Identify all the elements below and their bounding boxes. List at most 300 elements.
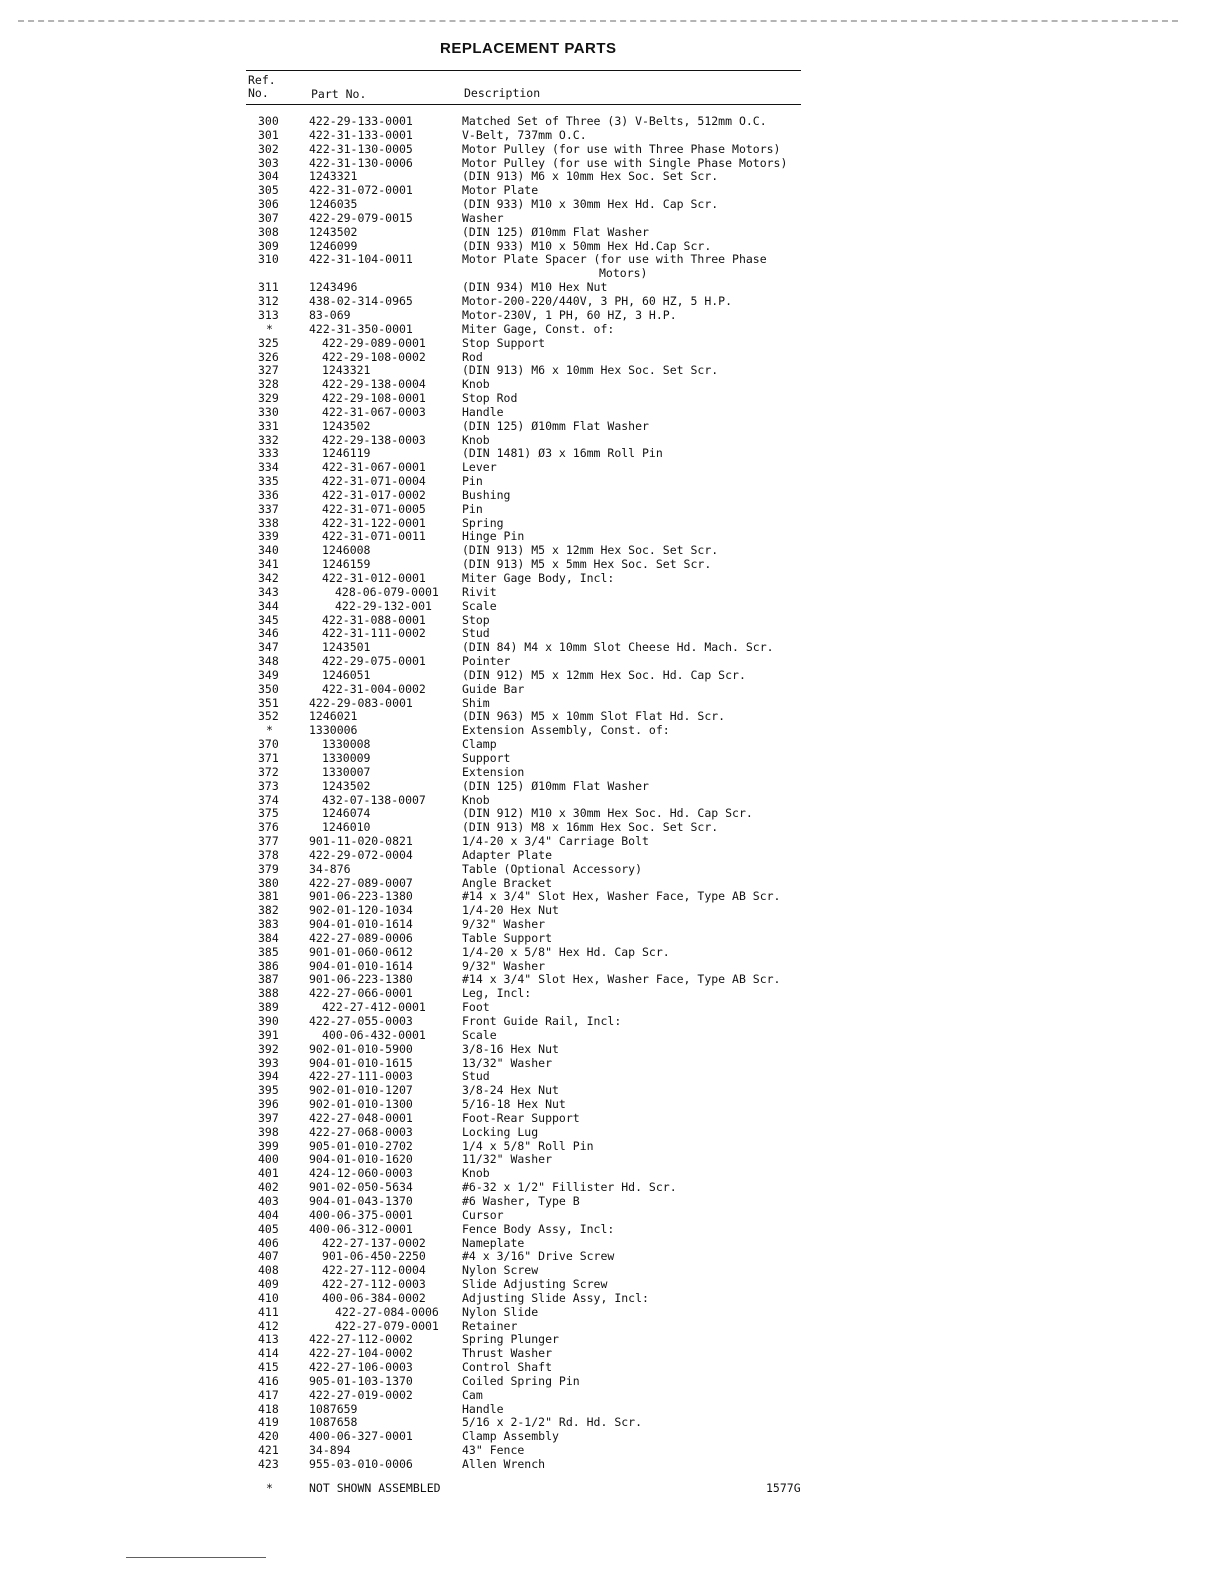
ref-number: 417	[258, 1387, 279, 1402]
parts-row	[0, 821, 1224, 835]
parts-row	[0, 337, 1224, 351]
ref-number: 415	[258, 1360, 279, 1375]
ref-number: 412	[258, 1318, 279, 1333]
parts-row	[0, 766, 1224, 780]
part-description: Adjusting Slide Assy, Incl:	[462, 1290, 649, 1305]
ref-number: 310	[258, 252, 279, 267]
part-description: Motor-200-220/440V, 3 PH, 60 HZ, 5 H.P.	[462, 294, 733, 309]
part-description: Nylon Slide	[462, 1304, 539, 1319]
part-number: 83-069	[309, 307, 351, 322]
ref-number: 386	[258, 958, 279, 973]
ref-number: 383	[258, 917, 279, 932]
parts-row	[0, 1320, 1224, 1334]
ref-number: 351	[258, 695, 279, 710]
parts-row	[0, 434, 1224, 448]
part-number: 422-27-112-0004	[322, 1263, 426, 1278]
ref-number: 399	[258, 1138, 279, 1153]
part-number: 1243321	[322, 363, 371, 378]
part-number: 1330008	[322, 737, 371, 752]
parts-row	[0, 544, 1224, 558]
part-number: 422-31-130-0006	[309, 155, 413, 170]
part-number: 422-27-106-0003	[309, 1360, 413, 1375]
part-description: Cam	[462, 1387, 483, 1402]
parts-row	[0, 1306, 1224, 1320]
part-number: 422-31-004-0002	[322, 681, 426, 696]
parts-row	[0, 392, 1224, 406]
parts-row	[0, 1167, 1224, 1181]
parts-row	[0, 323, 1224, 337]
parts-row	[0, 904, 1224, 918]
part-description: #14 x 3/4" Slot Hex, Washer Face, Type AB Scr.	[462, 972, 781, 987]
ref-number: 406	[258, 1235, 279, 1250]
parts-row	[0, 1098, 1224, 1112]
part-number: 400-06-375-0001	[309, 1207, 413, 1222]
part-description: (DIN 933) M10 x 30mm Hex Hd. Cap Scr.	[462, 197, 719, 212]
ref-number: 377	[258, 834, 279, 849]
parts-row	[0, 697, 1224, 711]
part-description: #6 Washer, Type B	[462, 1193, 580, 1208]
column-header-description: Description	[464, 86, 541, 100]
parts-row	[0, 184, 1224, 198]
part-number: 422-31-012-0001	[322, 571, 426, 585]
ref-number: *	[266, 723, 273, 738]
part-number: 904-01-010-1615	[309, 1055, 413, 1070]
part-description: Leg, Incl:	[462, 986, 532, 1001]
part-number: 1087658	[309, 1415, 358, 1430]
part-number: 422-31-017-0002	[322, 487, 426, 502]
parts-row	[0, 364, 1224, 378]
ref-number: 391	[258, 1027, 279, 1042]
part-number: 422-29-108-0001	[322, 391, 426, 406]
part-description: (DIN 913) M5 x 5mm Hex Soc. Set Scr.	[462, 557, 712, 572]
part-description: Pointer	[462, 654, 511, 669]
parts-row	[0, 309, 1224, 323]
ref-number: 330	[258, 404, 279, 419]
parts-row	[0, 198, 1224, 212]
parts-row	[0, 946, 1224, 960]
ref-number: 396	[258, 1097, 279, 1112]
part-number: 901-11-020-0821	[309, 834, 413, 849]
header-rule-top	[246, 70, 801, 71]
ref-number: 387	[258, 972, 279, 987]
part-number: 901-06-223-1380	[309, 889, 413, 904]
parts-row	[0, 641, 1224, 655]
part-number: 422-27-089-0007	[309, 875, 413, 890]
part-number: 422-31-133-0001	[309, 127, 413, 142]
part-description: Spring Plunger	[462, 1332, 559, 1347]
ref-number: 398	[258, 1124, 279, 1139]
part-description: Cursor	[462, 1207, 504, 1222]
parts-row	[0, 1333, 1224, 1347]
part-number: 901-01-060-0612	[309, 944, 413, 959]
page-title: REPLACEMENT PARTS	[440, 40, 617, 57]
part-number: 904-01-010-1614	[309, 958, 413, 973]
part-description: Handle	[462, 404, 504, 419]
ref-number: 376	[258, 820, 279, 835]
parts-row	[0, 1375, 1224, 1389]
part-number: 1330006	[309, 723, 358, 738]
parts-row	[0, 1195, 1224, 1209]
part-number: 905-01-010-2702	[309, 1138, 413, 1153]
parts-row	[0, 517, 1224, 531]
parts-row	[0, 157, 1224, 171]
part-description: Table (Optional Accessory)	[462, 861, 643, 876]
part-number: 400-06-384-0002	[322, 1290, 426, 1305]
ref-number: 312	[258, 294, 279, 309]
part-number: 422-27-111-0003	[309, 1069, 413, 1084]
part-number: 422-29-083-0001	[309, 695, 413, 710]
part-number: 422-27-068-0003	[309, 1124, 413, 1139]
ref-number: 378	[258, 847, 279, 862]
part-description: Knob	[462, 1166, 490, 1181]
part-description: Washer	[462, 210, 504, 225]
part-number: 438-02-314-0965	[309, 294, 413, 309]
ref-number: 384	[258, 930, 279, 945]
part-number: 422-27-055-0003	[309, 1014, 413, 1028]
part-description: 1/4-20 x 3/4" Carriage Bolt	[462, 834, 649, 849]
parts-row	[0, 1084, 1224, 1098]
parts-row	[0, 1430, 1224, 1444]
parts-row	[0, 143, 1224, 157]
part-description: Control Shaft	[462, 1360, 553, 1375]
ref-number: 352	[258, 709, 279, 724]
part-description: 1/4-20 x 5/8" Hex Hd. Cap Scr.	[462, 944, 670, 959]
ref-number: 309	[258, 238, 279, 253]
ref-number: 395	[258, 1083, 279, 1098]
parts-row	[0, 1361, 1224, 1375]
parts-row	[0, 600, 1224, 614]
parts-row	[0, 835, 1224, 849]
ref-number: 347	[258, 640, 279, 655]
part-description: Hinge Pin	[462, 529, 525, 544]
part-description: 9/32" Washer	[462, 958, 546, 973]
parts-row	[0, 877, 1224, 891]
scan-top-edge	[18, 20, 1178, 22]
ref-number: 345	[258, 612, 279, 627]
part-number: 432-07-138-0007	[322, 792, 426, 807]
part-description: Coiled Spring Pin	[462, 1373, 580, 1388]
parts-row-continuation	[0, 267, 1224, 281]
ref-number: 329	[258, 391, 279, 406]
parts-row	[0, 1015, 1224, 1029]
part-description: Slide Adjusting Screw	[462, 1277, 608, 1292]
part-number: 422-29-075-0001	[322, 654, 426, 669]
part-description: 9/32" Washer	[462, 917, 546, 932]
part-description: Handle	[462, 1401, 504, 1416]
ref-number: 414	[258, 1346, 279, 1361]
part-number: 422-31-067-0001	[322, 460, 426, 475]
parts-row	[0, 1070, 1224, 1084]
part-description: (DIN 933) M10 x 50mm Hex Hd.Cap Scr.	[462, 238, 712, 253]
part-number: 1246010	[322, 820, 371, 835]
ref-number: 370	[258, 737, 279, 752]
part-number: 422-27-084-0006	[335, 1304, 439, 1319]
part-description: Matched Set of Three (3) V-Belts, 512mm O.C.	[462, 114, 767, 128]
part-description: 3/8-16 Hex Nut	[462, 1041, 559, 1056]
part-description: (DIN 913) M6 x 10mm Hex Soc. Set Scr.	[462, 363, 719, 378]
parts-row	[0, 1140, 1224, 1154]
part-number: 1246021	[309, 709, 358, 724]
ref-number: 409	[258, 1277, 279, 1292]
part-description: Pin	[462, 501, 483, 516]
part-description: Thrust Washer	[462, 1346, 553, 1361]
parts-row	[0, 1043, 1224, 1057]
ref-number: 307	[258, 210, 279, 225]
part-number: 1243501	[322, 640, 371, 655]
parts-row	[0, 1126, 1224, 1140]
part-description: Shim	[462, 695, 490, 710]
parts-row	[0, 669, 1224, 683]
ref-number: 388	[258, 986, 279, 1001]
part-number: 422-29-079-0015	[309, 210, 413, 225]
parts-row	[0, 503, 1224, 517]
ref-number: 411	[258, 1304, 279, 1319]
part-number: 422-27-048-0001	[309, 1110, 413, 1125]
part-number: 422-29-138-0003	[322, 432, 426, 447]
ref-number: 374	[258, 792, 279, 807]
ref-number: 413	[258, 1332, 279, 1347]
parts-row	[0, 1237, 1224, 1251]
ref-number: 381	[258, 889, 279, 904]
bottom-scan-line	[126, 1557, 266, 1558]
part-number: 1246035	[309, 197, 358, 212]
ref-number: 394	[258, 1069, 279, 1084]
part-description: (DIN 125) Ø10mm Flat Washer	[462, 778, 649, 793]
ref-number: 341	[258, 557, 279, 572]
parts-row	[0, 226, 1224, 240]
part-number: 901-06-450-2250	[322, 1249, 426, 1264]
parts-row	[0, 420, 1224, 434]
ref-number: 305	[258, 183, 279, 198]
ref-number: 397	[258, 1110, 279, 1125]
part-description: V-Belt, 737mm O.C.	[462, 127, 587, 142]
part-number: 422-31-088-0001	[322, 612, 426, 627]
parts-row	[0, 724, 1224, 738]
parts-row	[0, 240, 1224, 254]
parts-row	[0, 530, 1224, 544]
ref-number: 404	[258, 1207, 279, 1222]
parts-row	[0, 1264, 1224, 1278]
parts-row	[0, 973, 1224, 987]
ref-number: 337	[258, 501, 279, 516]
ref-number: 349	[258, 667, 279, 682]
parts-row	[0, 1278, 1224, 1292]
parts-row	[0, 683, 1224, 697]
ref-number: 421	[258, 1443, 279, 1458]
ref-number: 371	[258, 750, 279, 765]
ref-number: 306	[258, 197, 279, 212]
parts-row	[0, 987, 1224, 1001]
part-number: 905-01-103-1370	[309, 1373, 413, 1388]
part-description: Front Guide Rail, Incl:	[462, 1014, 622, 1028]
ref-number: 418	[258, 1401, 279, 1416]
parts-row	[0, 461, 1224, 475]
part-description: 5/16 x 2-1/2" Rd. Hd. Scr.	[462, 1415, 643, 1430]
parts-row	[0, 807, 1224, 821]
part-number: 422-29-133-0001	[309, 114, 413, 128]
part-number: 428-06-079-0001	[335, 584, 439, 599]
part-number: 904-01-010-1614	[309, 917, 413, 932]
part-description: Extension	[462, 764, 525, 779]
parts-row	[0, 1029, 1224, 1043]
ref-number: 350	[258, 681, 279, 696]
parts-row	[0, 738, 1224, 752]
part-description: Clamp	[462, 737, 497, 752]
ref-number: 390	[258, 1014, 279, 1028]
part-number: 1087659	[309, 1401, 358, 1416]
part-number: 422-29-138-0004	[322, 377, 426, 392]
part-description: Scale	[462, 1027, 497, 1042]
part-number: 1246099	[309, 238, 358, 253]
part-description: (DIN 963) M5 x 10mm Slot Flat Hd. Scr.	[462, 709, 726, 724]
part-description: Nylon Screw	[462, 1263, 539, 1278]
part-description: Knob	[462, 792, 490, 807]
part-number: 400-06-312-0001	[309, 1221, 413, 1236]
parts-row	[0, 1001, 1224, 1015]
parts-row	[0, 1458, 1224, 1472]
parts-row	[0, 378, 1224, 392]
parts-row	[0, 558, 1224, 572]
ref-number: 327	[258, 363, 279, 378]
part-description: Stud	[462, 1069, 490, 1084]
part-number: 422-27-137-0002	[322, 1235, 426, 1250]
part-number: 422-31-111-0002	[322, 626, 426, 641]
ref-number: 313	[258, 307, 279, 322]
ref-number: 423	[258, 1457, 279, 1471]
ref-number: 332	[258, 432, 279, 447]
part-number: 422-31-130-0005	[309, 141, 413, 156]
part-description: Knob	[462, 377, 490, 392]
ref-number: 393	[258, 1055, 279, 1070]
part-number: 1246051	[322, 667, 371, 682]
part-description: Miter Gage, Const. of:	[462, 321, 615, 336]
part-number: 1246008	[322, 543, 371, 558]
ref-number: 331	[258, 418, 279, 433]
part-description: 5/16-18 Hex Nut	[462, 1097, 566, 1112]
part-number: 34-894	[309, 1443, 351, 1458]
part-description: Nameplate	[462, 1235, 525, 1250]
part-description: Lever	[462, 460, 497, 475]
part-description: Stop Rod	[462, 391, 518, 406]
part-number: 422-31-071-0004	[322, 474, 426, 489]
part-description: Guide Bar	[462, 681, 525, 696]
part-description: Table Support	[462, 930, 553, 945]
part-number: 1246159	[322, 557, 371, 572]
part-description: 11/32" Washer	[462, 1152, 553, 1167]
part-description: Allen Wrench	[462, 1457, 546, 1471]
part-number: 1330009	[322, 750, 371, 765]
part-description: Rod	[462, 349, 483, 364]
part-description: 13/32" Washer	[462, 1055, 553, 1070]
ref-number: 380	[258, 875, 279, 890]
part-number: 1243502	[322, 778, 371, 793]
ref-number: 375	[258, 806, 279, 821]
parts-row	[0, 295, 1224, 309]
part-description: (DIN 125) Ø10mm Flat Washer	[462, 224, 649, 239]
part-number: 422-31-072-0001	[309, 183, 413, 198]
parts-row	[0, 1112, 1224, 1126]
part-description: Locking Lug	[462, 1124, 539, 1139]
parts-row	[0, 932, 1224, 946]
part-number: 901-02-050-5634	[309, 1180, 413, 1195]
part-number: 904-01-043-1370	[309, 1193, 413, 1208]
parts-row	[0, 351, 1224, 365]
parts-row	[0, 475, 1224, 489]
part-description: Foot	[462, 1000, 490, 1015]
part-description: 43" Fence	[462, 1443, 525, 1458]
part-description: Motor-230V, 1 PH, 60 HZ, 3 H.P.	[462, 307, 677, 322]
parts-row	[0, 780, 1224, 794]
ref-number: 300	[258, 114, 279, 128]
ref-number: 410	[258, 1290, 279, 1305]
ref-number: 343	[258, 584, 279, 599]
part-description: Stop	[462, 612, 490, 627]
part-number: 422-29-072-0004	[309, 847, 413, 862]
parts-row	[0, 1250, 1224, 1264]
part-number: 422-31-350-0001	[309, 321, 413, 336]
part-description: #14 x 3/4" Slot Hex, Washer Face, Type AB Scr.	[462, 889, 781, 904]
ref-number: 407	[258, 1249, 279, 1264]
part-number: 422-29-108-0002	[322, 349, 426, 364]
part-description: Motor Pulley (for use with Single Phase Motors)	[462, 155, 788, 170]
ref-number: 401	[258, 1166, 279, 1181]
part-description: Motor Plate Spacer (for use with Three Phase	[462, 252, 767, 267]
column-header-part: Part No.	[311, 87, 367, 101]
ref-number: 302	[258, 141, 279, 156]
parts-row	[0, 253, 1224, 267]
parts-row	[0, 614, 1224, 628]
parts-row	[0, 960, 1224, 974]
column-header-ref: Ref. No.	[248, 73, 276, 100]
ref-number: 403	[258, 1193, 279, 1208]
parts-row	[0, 794, 1224, 808]
parts-row	[0, 890, 1224, 904]
parts-row	[0, 1181, 1224, 1195]
parts-row	[0, 627, 1224, 641]
parts-row	[0, 1347, 1224, 1361]
footnote-text: NOT SHOWN ASSEMBLED	[309, 1481, 441, 1495]
header-rule-bottom	[246, 104, 801, 105]
ref-number: 348	[258, 654, 279, 669]
ref-number: 379	[258, 861, 279, 876]
ref-number: 402	[258, 1180, 279, 1195]
parts-row	[0, 281, 1224, 295]
ref-number: 326	[258, 349, 279, 364]
parts-row	[0, 1292, 1224, 1306]
part-number: 422-27-412-0001	[322, 1000, 426, 1015]
part-description: (DIN 1481) Ø3 x 16mm Roll Pin	[462, 446, 663, 461]
part-number: 1246119	[322, 446, 371, 461]
part-number: 1243502	[322, 418, 371, 433]
parts-row	[0, 572, 1224, 586]
parts-row	[0, 918, 1224, 932]
ref-number: 338	[258, 515, 279, 530]
parts-row	[0, 1057, 1224, 1071]
part-description: Pin	[462, 474, 483, 489]
ref-number: 333	[258, 446, 279, 461]
parts-row	[0, 1223, 1224, 1237]
part-description: Stop Support	[462, 335, 546, 350]
part-description: (DIN 84) M4 x 10mm Slot Cheese Hd. Mach. Scr.	[462, 640, 774, 655]
ref-number: 303	[258, 155, 279, 170]
ref-number: 334	[258, 460, 279, 475]
part-number: 422-31-071-0011	[322, 529, 426, 544]
parts-row	[0, 1444, 1224, 1458]
part-number: 422-27-104-0002	[309, 1346, 413, 1361]
part-number: 422-31-104-0011	[309, 252, 413, 267]
ref-number: 340	[258, 543, 279, 558]
part-number: 422-27-066-0001	[309, 986, 413, 1001]
